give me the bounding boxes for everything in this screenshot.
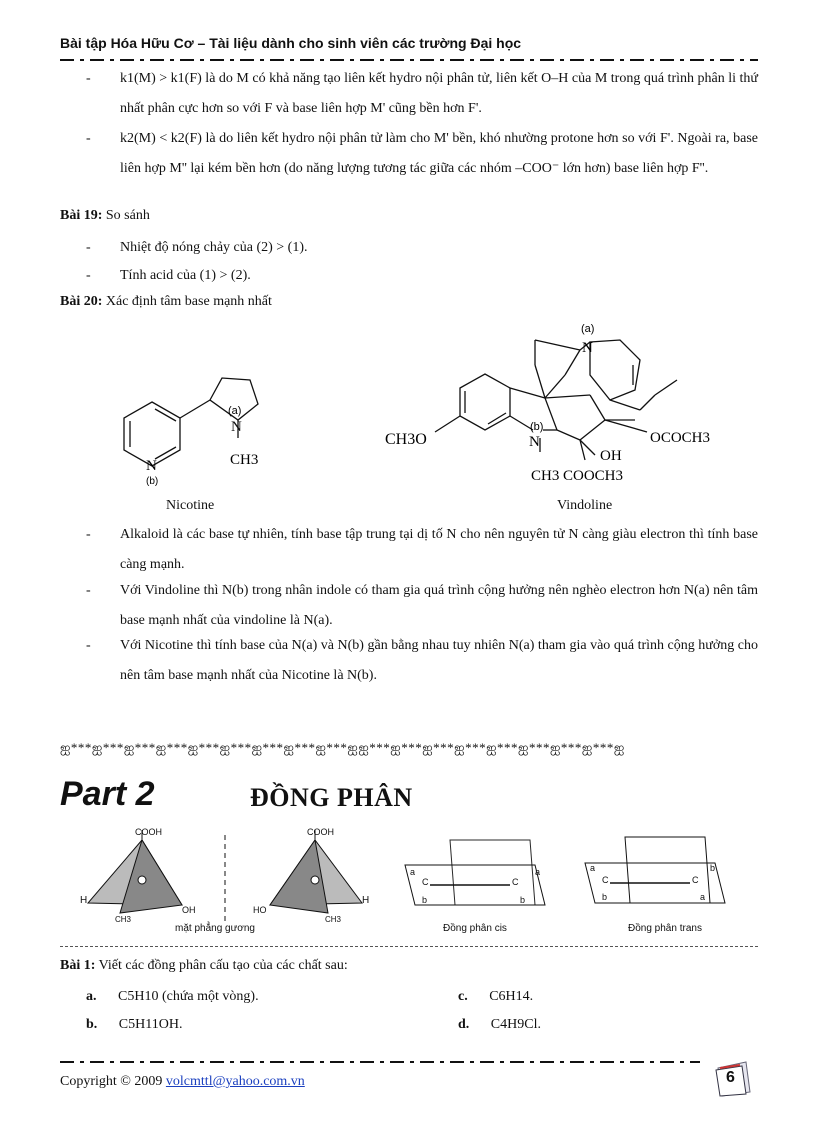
nicotine-caption: Nicotine bbox=[166, 498, 215, 513]
nicotine-structure bbox=[110, 360, 280, 490]
svg-text:b: b bbox=[710, 863, 716, 873]
svg-text:H: H bbox=[362, 895, 370, 906]
svg-text:a: a bbox=[590, 863, 596, 873]
exercise-label: Bài 1: bbox=[60, 958, 96, 973]
copyright: Copyright © 2009 bbox=[60, 1074, 163, 1089]
ornament-separator: ஐ***ஐ***ஐ***ஐ***ஐ***ஐ***ஐ***ஐ***ஐ***ஐஐ***ஐ***ஐ***ஐ***ஐ***ஐ***ஐ***ஐ***ஐ bbox=[60, 740, 625, 755]
svg-text:HO: HO bbox=[253, 905, 267, 915]
list-item: - k1(M) > k1(F) là do M có khả năng tạo liên kết hydro nội phân tử, liên kết O–H của M trong quá trình phân li thứ nhất phân cực hơn so với F và base liên hợp M' cũng bền hơn F'. bbox=[86, 64, 758, 124]
isomer-figure bbox=[60, 825, 760, 945]
svg-text:a: a bbox=[535, 867, 541, 877]
bullet-text: Tính acid của (1) > (2). bbox=[120, 268, 251, 283]
svg-text:COOH: COOH bbox=[307, 827, 334, 837]
svg-text:COOH: COOH bbox=[135, 827, 162, 837]
label-b: (b) bbox=[146, 476, 159, 487]
exercise-label: Bài 20: bbox=[60, 294, 103, 309]
exercise-label: Bài 19: bbox=[60, 208, 103, 223]
acetoxy: OCOCH3 bbox=[650, 430, 711, 446]
list-item: d. C4H9Cl. bbox=[458, 1017, 541, 1032]
list-item: - Với Vindoline thì N(b) trong nhân indole có tham gia quá trình cộng hưởng nên nghèo electron hơn N(a) nên tâm base mạnh nhất của vindoline là N(a). bbox=[86, 576, 758, 636]
svg-text:b: b bbox=[422, 895, 428, 905]
svg-text:CH3: CH3 bbox=[115, 915, 132, 924]
svg-text:C: C bbox=[602, 875, 609, 885]
section-title: ĐỒNG PHÂN bbox=[250, 783, 413, 812]
svg-text:Đồng phân trans: Đồng phân trans bbox=[628, 923, 702, 934]
hydroxyl: OH bbox=[600, 448, 622, 464]
label-b: (b) bbox=[530, 421, 544, 433]
figure-divider bbox=[60, 946, 758, 947]
svg-text:H: H bbox=[80, 895, 88, 906]
atom-n: N bbox=[529, 434, 540, 450]
svg-text:C: C bbox=[422, 877, 429, 887]
list-item: - Alkaloid là các base tự nhiên, tính base tập trung tại dị tố N cho nên nguyên tử N càng giàu electron thì tính base càng mạnh. bbox=[86, 520, 758, 580]
list-item: - Nhiệt độ nóng chảy của (2) > (1). bbox=[86, 233, 758, 263]
svg-text:b: b bbox=[602, 892, 608, 902]
page-number-badge bbox=[712, 1058, 754, 1100]
part-title: Part 2 bbox=[60, 775, 155, 813]
methyl: CH3 bbox=[531, 468, 560, 484]
exercise-1-heading bbox=[60, 958, 348, 974]
atom-n: N bbox=[231, 419, 242, 435]
bullet-text: k2(M) < k2(F) là do liên kết hydro nội phân tử làm cho M' bền, khó nhường protone hơn so với F'. Ngoài ra, base liên hợp M'' lại kém bền hơn (do năng lượng tương tác giữa các nhóm –COO⁻ lớn hơn) base liên hợp F''. bbox=[120, 131, 758, 176]
list-item: - Tính acid của (1) > (2). bbox=[86, 261, 758, 291]
list-item: b. C5H11OH. bbox=[86, 1017, 183, 1032]
atom-n: N bbox=[146, 458, 157, 474]
methyl: CH3 bbox=[230, 452, 259, 468]
exercise-text: So sánh bbox=[105, 208, 150, 223]
email-link[interactable]: volcmttl@yahoo.com.vn bbox=[165, 1074, 305, 1089]
label-a: (a) bbox=[581, 323, 595, 335]
bullet-text: k1(M) > k1(F) là do M có khả năng tạo liên kết hydro nội phân tử, liên kết O–H của M trong quá trình phân li thứ nhất phân cực hơn so với F và base liên hợp M' cũng bền hơn F'. bbox=[120, 71, 758, 116]
list-item: a. C5H10 (chứa một vòng). bbox=[86, 989, 259, 1004]
exercise-19-heading bbox=[60, 208, 150, 224]
list-item: c. C6H14. bbox=[458, 989, 534, 1004]
vindoline-caption: Vindoline bbox=[557, 498, 613, 513]
exercise-20-heading bbox=[60, 294, 272, 310]
svg-text:a: a bbox=[410, 867, 416, 877]
svg-text:CH3: CH3 bbox=[325, 915, 342, 924]
list-item: - Với Nicotine thì tính base của N(a) và N(b) gần bằng nhau tuy nhiên N(a) tham gia vào quá trình cộng hưởng cho nên tâm base mạnh nhất của Nicotine là N(b). bbox=[86, 631, 758, 691]
exercise-text: Xác định tâm base mạnh nhất bbox=[105, 294, 272, 309]
methoxy: CH3O bbox=[385, 431, 427, 448]
bullet-text: Với Nicotine thì tính base của N(a) và N(b) gần bằng nhau tuy nhiên N(a) tham gia vào quá trình cộng hưởng cho nên tâm base mạnh nhất của Nicotine là N(b). bbox=[120, 638, 758, 683]
bullet-text: Nhiệt độ nóng chảy của (2) > (1). bbox=[120, 240, 308, 255]
label-a: (a) bbox=[228, 405, 242, 417]
page-number: 6 bbox=[726, 1069, 735, 1086]
svg-text:OH: OH bbox=[182, 905, 196, 915]
svg-text:b: b bbox=[520, 895, 526, 905]
header-divider bbox=[60, 56, 758, 62]
bullet-text: Với Vindoline thì N(b) trong nhân indole có tham gia quá trình cộng hưởng nên nghèo electron hơn N(a) nên tâm base mạnh nhất của vindoline là N(a). bbox=[120, 583, 758, 628]
footer bbox=[60, 1074, 305, 1090]
footer-divider bbox=[60, 1058, 700, 1064]
vindoline-structure bbox=[385, 320, 745, 490]
svg-text:Đồng phân cis: Đồng phân cis bbox=[443, 923, 507, 934]
bullet-text: Alkaloid là các base tự nhiên, tính base tập trung tại dị tố N cho nên nguyên tử N càng giàu electron thì tính base càng mạnh. bbox=[120, 527, 758, 572]
svg-text:C: C bbox=[512, 877, 519, 887]
ester: COOCH3 bbox=[563, 468, 624, 484]
svg-text:mặt phẳng gương: mặt phẳng gương bbox=[175, 923, 255, 934]
page-header-title: Bài tập Hóa Hữu Cơ – Tài liệu dành cho sinh viên các trường Đại học bbox=[60, 35, 522, 51]
svg-text:a: a bbox=[700, 892, 706, 902]
atom-n: N bbox=[582, 340, 593, 356]
exercise-text: Viết các đồng phân cấu tạo của các chất sau: bbox=[98, 958, 348, 973]
svg-text:C: C bbox=[692, 875, 699, 885]
list-item: - k2(M) < k2(F) là do liên kết hydro nội phân tử làm cho M' bền, khó nhường protone hơn so với F'. Ngoài ra, base liên hợp M'' lại kém bền hơn (do năng lượng tương tác giữa các nhóm –COO⁻ lớn hơn) base liên hợp F''. bbox=[86, 124, 758, 184]
